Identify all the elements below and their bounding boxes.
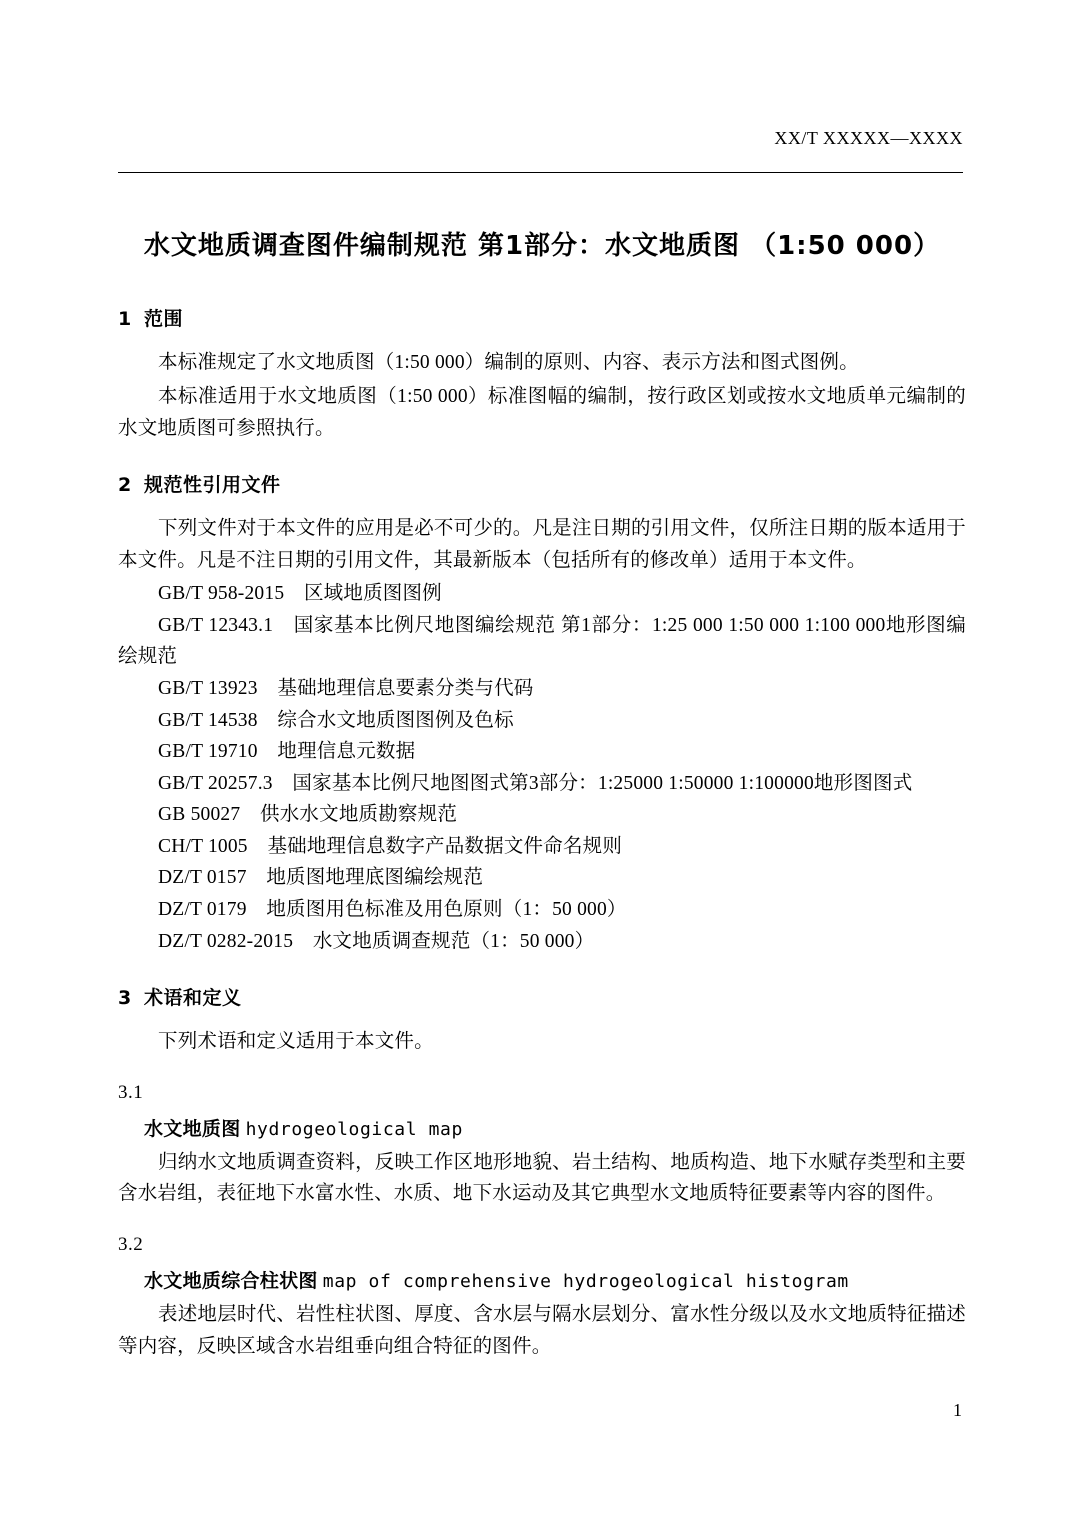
clause-1-paragraph-2: 本标准适用于水文地质图（1:50 000）标准图幅的编制，按行政区划或按水文地质单元编制的水文地质图可参照执行。	[118, 385, 966, 439]
header-divider	[118, 172, 963, 173]
list-item: DZ/T 0179 地质图用色标准及用色原则（1：50 000）	[158, 899, 627, 921]
clause-title-1: 范围	[144, 308, 184, 331]
clause-title-2: 规范性引用文件	[144, 474, 281, 497]
list-item: CH/T 1005 基础地理信息数字产品数据文件命名规则	[158, 835, 623, 857]
term-definition-3-1: 归纳水文地质调查资料，反映工作区地形地貌、岩土结构、地质构造、地下水赋存类型和主要含水岩组，表征地下水富水性、水质、地下水运动及其它典型水文地质特征要素等内容的图件。	[118, 1151, 966, 1205]
clause-number-2: 2	[118, 474, 132, 497]
list-item: GB/T 19710 地理信息元数据	[158, 741, 416, 763]
list-item: GB/T 13923 基础地理信息要素分类与代码	[158, 678, 534, 700]
term-number-3-2: 3.2	[118, 1233, 144, 1255]
list-item: DZ/T 0157 地质图地理底图编绘规范	[158, 867, 484, 889]
clause-heading-1	[118, 304, 966, 331]
list-item: GB/T 14538 综合水文地质图图例及色标	[158, 709, 514, 731]
header-standard-code: XX/T XXXXX—XXXX	[774, 128, 963, 148]
list-item: GB/T 958-2015 区域地质图图例	[158, 583, 442, 605]
term-cn-3-1: 水文地质图	[144, 1117, 241, 1140]
clause-1-paragraph-1: 本标准规定了水文地质图（1:50 000）编制的原则、内容、表示方法和图式图例。	[158, 352, 859, 374]
term-cn-3-2: 水文地质综合柱状图	[144, 1269, 318, 1292]
normative-reference-list	[118, 578, 966, 957]
clause-number-1: 1	[118, 308, 132, 331]
list-item: GB/T 12343.1 国家基本比例尺地图编绘规范 第1部分：1:25 000 1:50 000 1:100 000地形图编绘规范	[118, 614, 966, 668]
term-en-3-2: map of comprehensive hydrogeological histogram	[322, 1270, 849, 1292]
clause-heading-2	[118, 470, 966, 497]
term-definition-3-2: 表述地层时代、岩性柱状图、厚度、含水层与隔水层划分、富水性分级以及水文地质特征描述等内容，反映区域含水岩组垂向组合特征的图件。	[118, 1303, 966, 1357]
clause-3-paragraph-1: 下列术语和定义适用于本文件。	[158, 1031, 434, 1053]
list-item: GB/T 20257.3 国家基本比例尺地图图式第3部分：1:25000 1:50000 1:100000地形图图式	[158, 772, 913, 794]
clause-number-3: 3	[118, 987, 132, 1010]
term-entry-3-2	[144, 1266, 966, 1293]
clause-2-paragraph-1: 下列文件对于本文件的应用是必不可少的。凡是注日期的引用文件，仅所注日期的版本适用于本文件。凡是不注日期的引用文件，其最新版本（包括所有的修改单）适用于本文件。	[118, 518, 966, 571]
page-content	[118, 228, 966, 1364]
term-en-3-1: hydrogeological map	[245, 1118, 463, 1140]
term-entry-3-1	[144, 1114, 966, 1141]
term-number-3-1: 3.1	[118, 1081, 144, 1103]
page-title: 水文地质调查图件编制规范 第1部分：水文地质图 （1:50 000）	[143, 231, 941, 261]
list-item: DZ/T 0282-2015 水文地质调查规范（1：50 000）	[158, 930, 595, 952]
page-number: 1	[953, 1400, 962, 1420]
clause-heading-3	[118, 983, 966, 1010]
clause-title-3: 术语和定义	[144, 987, 242, 1010]
list-item: GB 50027 供水水文地质勘察规范	[158, 804, 458, 826]
